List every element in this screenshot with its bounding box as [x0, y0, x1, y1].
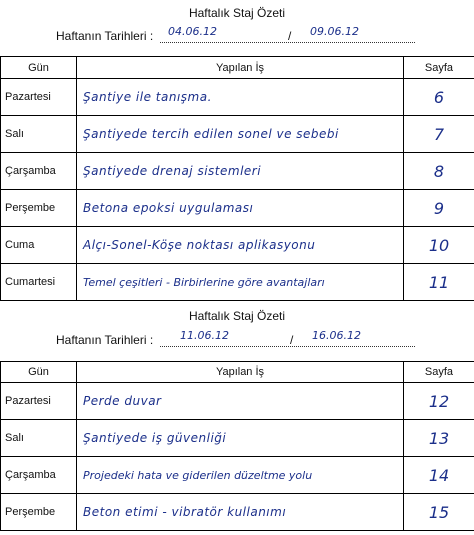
- page-cell: [404, 264, 474, 301]
- week-2-header-row: [1, 362, 474, 383]
- table-row: [1, 227, 474, 264]
- table-row: [1, 153, 474, 190]
- page-number: 10: [428, 235, 450, 255]
- page-cell: [404, 383, 474, 420]
- week-1-dates-label: Haftanın Tarihleri :: [56, 29, 154, 43]
- table-row: [1, 190, 474, 227]
- page-number: 13: [428, 428, 450, 448]
- header-day: Gün: [1, 362, 77, 383]
- day-cell: Pazartesi: [1, 79, 77, 116]
- week-2-start-date: 11.06.12: [180, 329, 229, 342]
- page-cell: [404, 457, 474, 494]
- page-number: 14: [428, 465, 450, 485]
- day-cell: Perşembe: [1, 494, 77, 531]
- header-page: Sayfa: [404, 57, 474, 79]
- page-number: 11: [428, 272, 450, 292]
- page-cell: [404, 190, 474, 227]
- work-text: Betona epoksi uygulaması: [83, 201, 254, 215]
- day-cell: Çarşamba: [1, 457, 77, 494]
- table-row: [1, 420, 474, 457]
- work-cell: [77, 264, 404, 301]
- page-number: 9: [433, 198, 445, 218]
- page-number: 8: [433, 161, 445, 181]
- work-text: Şantiye ile tanışma.: [83, 90, 212, 104]
- page-number: 12: [428, 391, 450, 411]
- day-cell: Salı: [1, 420, 77, 457]
- day-cell: Cuma: [1, 227, 77, 264]
- work-text: Şantiyede iş güvenliği: [83, 431, 227, 445]
- work-cell: [77, 79, 404, 116]
- work-cell: [77, 383, 404, 420]
- week-2-dates-label: Haftanın Tarihleri :: [56, 333, 154, 347]
- week-1-date-separator: /: [288, 29, 292, 43]
- table-row: [1, 494, 474, 531]
- week-2-date-line: [160, 346, 415, 347]
- week-1-end-date: 09.06.12: [310, 25, 359, 38]
- header-page: Sayfa: [404, 362, 474, 383]
- week-1-table: [0, 56, 474, 301]
- table-row: [1, 383, 474, 420]
- work-text: Alçı-Sonel-Köşe noktası aplikasyonu: [83, 238, 316, 252]
- work-text: Projedeki hata ve giderilen düzeltme yolu: [83, 468, 313, 482]
- work-cell: [77, 190, 404, 227]
- work-cell: [77, 420, 404, 457]
- work-text: Şantiyede tercih edilen sonel ve sebebi: [83, 127, 339, 141]
- week-2-end-date: 16.06.12: [312, 329, 361, 342]
- page-cell: [404, 79, 474, 116]
- table-row: [1, 457, 474, 494]
- week-1-start-date: 04.06.12: [168, 25, 217, 38]
- week-1-header-row: [1, 57, 474, 79]
- work-text: Şantiyede drenaj sistemleri: [83, 164, 262, 178]
- week-2-table: [0, 361, 474, 531]
- page-cell: [404, 116, 474, 153]
- header-day: Gün: [1, 57, 77, 79]
- work-text: Beton etimi - vibratör kullanımı: [83, 505, 287, 519]
- day-cell: Salı: [1, 116, 77, 153]
- work-cell: [77, 457, 404, 494]
- table-row: [1, 116, 474, 153]
- page-cell: [404, 420, 474, 457]
- day-cell: Perşembe: [1, 190, 77, 227]
- page-number: 7: [433, 124, 445, 144]
- week-2-date-separator: /: [290, 333, 294, 347]
- work-text: Temel çeşitleri - Birbirlerine göre avantajları: [83, 275, 325, 289]
- table-row: [1, 264, 474, 301]
- page-cell: [404, 153, 474, 190]
- day-cell: Çarşamba: [1, 153, 77, 190]
- page-number: 15: [428, 502, 450, 522]
- work-cell: [77, 153, 404, 190]
- table-row: [1, 79, 474, 116]
- page-cell: [404, 494, 474, 531]
- day-cell: Pazartesi: [1, 383, 77, 420]
- day-cell: Cumartesi: [1, 264, 77, 301]
- page-cell: [404, 227, 474, 264]
- work-cell: [77, 116, 404, 153]
- header-work: Yapılan İş: [77, 57, 404, 79]
- page-number: 6: [433, 87, 445, 107]
- work-cell: [77, 227, 404, 264]
- header-work: Yapılan İş: [77, 362, 404, 383]
- work-text: Perde duvar: [83, 394, 162, 408]
- work-cell: [77, 494, 404, 531]
- week-2-title: Haftalık Staj Özeti: [188, 309, 286, 323]
- week-1-title: Haftalık Staj Özeti: [188, 6, 286, 20]
